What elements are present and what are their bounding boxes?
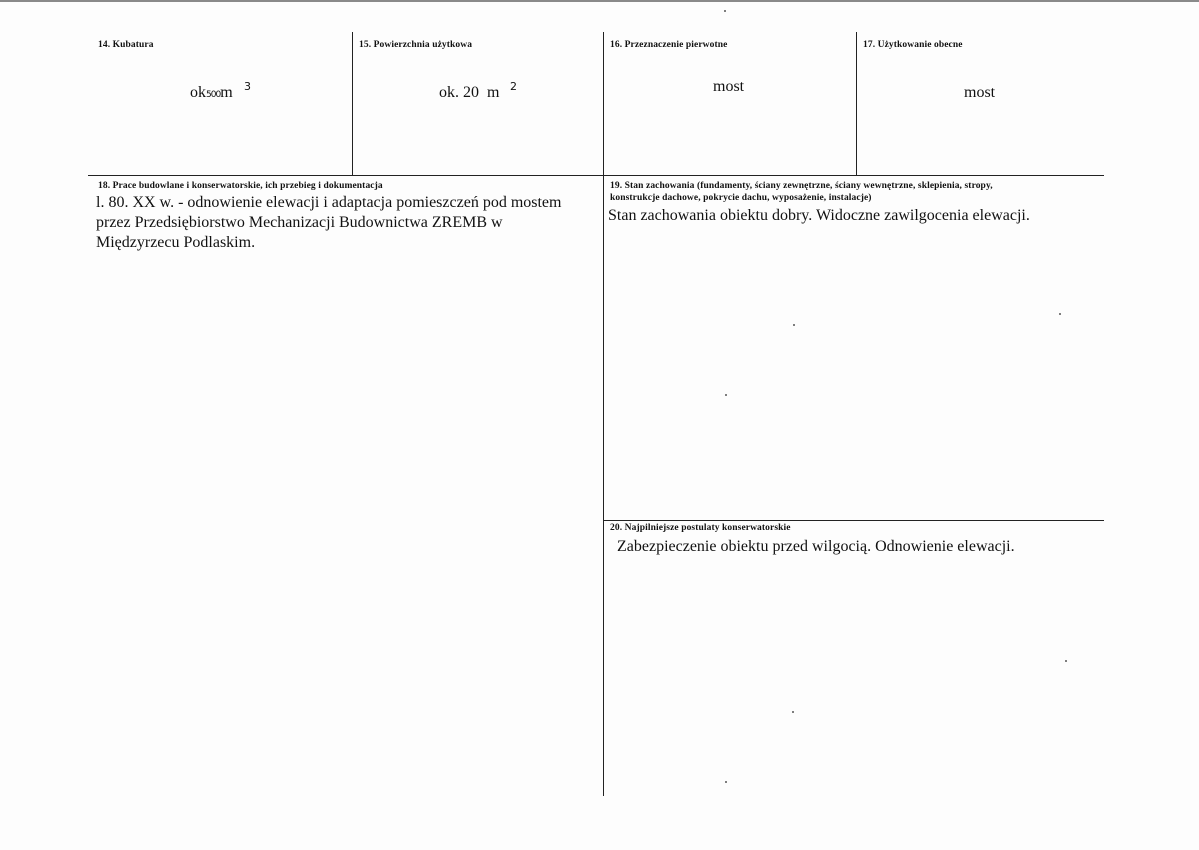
scan-speck [724,10,726,12]
divider-16-17 [856,32,857,176]
divider-15-16 [603,32,604,796]
scan-speck [725,394,727,396]
field-19-value: Stan zachowania obiektu dobry. Widoczne zawilgocenia elewacji. [608,207,1030,224]
field-14-superscript: 3 [244,80,251,93]
field-16-value: most [713,78,745,95]
field-15-superscript: 2 [510,80,517,93]
field-18-line-1: l. 80. XX w. - odnowienie elewacji i adaptacja pomieszczeń pod mostem [96,194,562,211]
field-19-label-line-2: konstrukcje dachowe, pokrycie dachu, wyposażenie, instalacje) [610,193,872,203]
section-20-top-border [603,520,1104,521]
field-19-label-line-1: 19. Stan zachowania (fundamenty, ściany zewnętrzne, ściany wewnętrzne, sklepienia, stropy, [610,181,993,191]
divider-14-15 [352,32,353,176]
top-row-bottom-border [88,175,1104,176]
field-20-value: Zabezpieczenie obiektu przed wilgocią. Odnowienie elewacji. [617,538,1015,555]
scan-speck [792,711,794,713]
field-18-label: 18. Prace budowlane i konserwatorskie, ich przebieg i dokumentacja [98,181,383,191]
field-15-value: ok. 20 m [439,84,500,101]
field-18-line-3: Międzyrzecu Podlaskim. [96,234,256,251]
field-14-value [190,83,233,105]
scan-speck [725,781,727,783]
field-17-value: most [964,84,996,101]
scan-speck [793,324,795,326]
field-14-number: 500 [206,90,221,100]
field-17-label: 17. Użytkowanie obecne [863,40,963,50]
field-16-label: 16. Przeznaczenie pierwotne [610,40,728,50]
field-14-label: 14. Kubatura [98,40,154,50]
scan-speck [1065,660,1067,662]
scan-speck [1059,313,1061,315]
field-20-label: 20. Najpilniejsze postulaty konserwatorskie [610,523,791,533]
field-18-line-2: przez Przedsiębiorstwo Mechanizacji Budownictwa ZREMB w [96,214,503,231]
field-14-prefix: ok [190,84,206,101]
field-15-label: 15. Powierzchnia użytkowa [359,40,473,50]
field-14-unit: m [220,84,233,101]
